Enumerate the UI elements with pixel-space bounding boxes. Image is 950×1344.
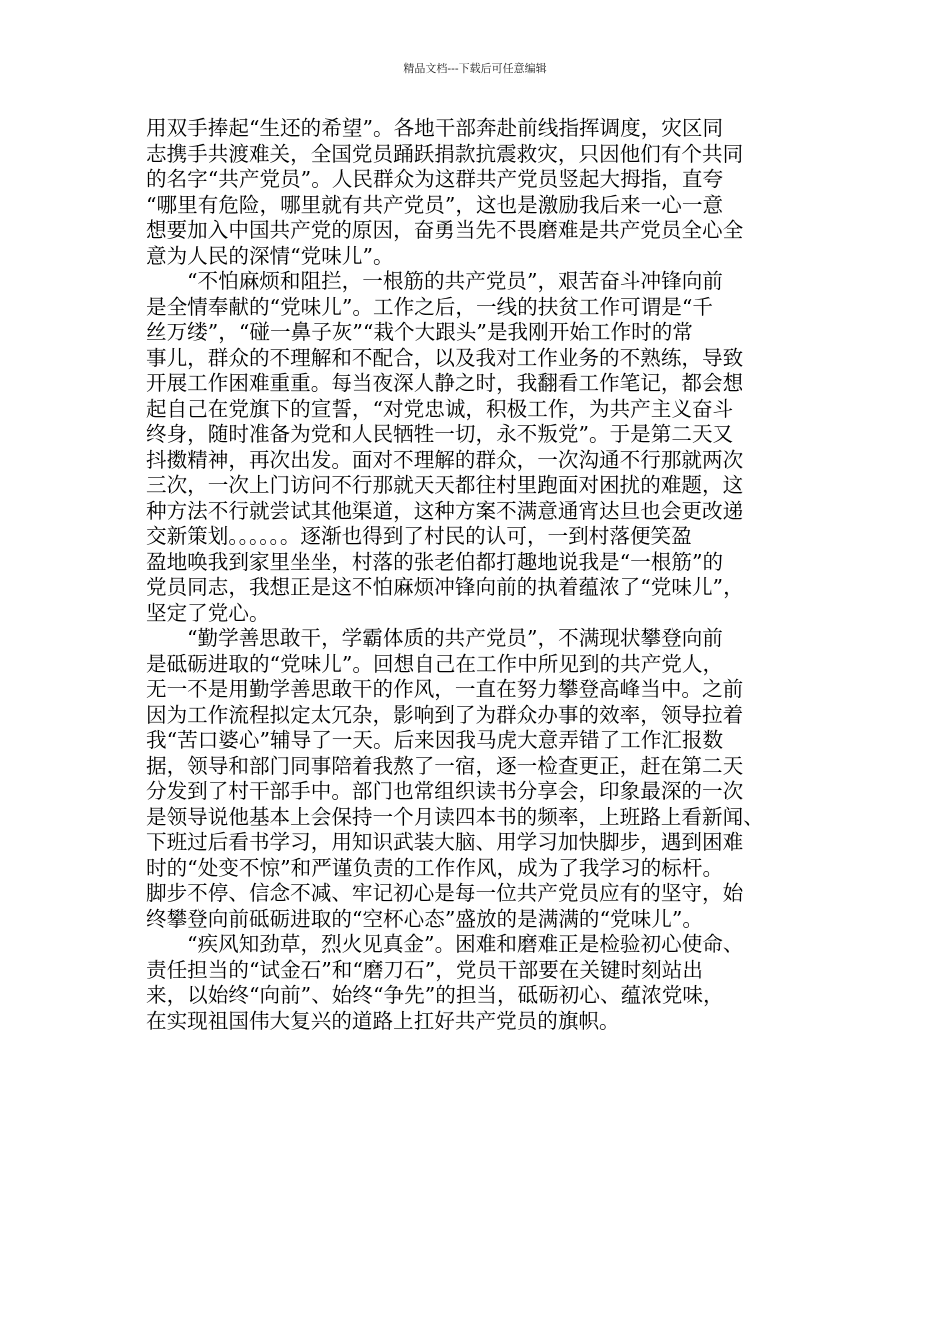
- paragraph-line: 用双手捧起“生还的希望”。各地干部奔赴前线指挥调度，灾区同: [146, 116, 724, 140]
- paragraph-line: 坚定了党心。: [146, 600, 270, 625]
- paragraph-line: “不怕麻烦和阻拦，一根筋的共产党员”，艰苦奋斗冲锋向前: [187, 269, 723, 293]
- paragraph-line: 终攀登向前砥砺进取的“空杯心态”盛放的是满满的“党味儿”。: [146, 906, 703, 931]
- paragraph-line: 在实现祖国伟大复兴的道路上扛好共产党员的旗帜。: [146, 1008, 620, 1033]
- paragraph-line: 盈地唤我到家里坐坐，村落的张老伯都打趣地说我是“一根筋”的: [146, 549, 724, 574]
- paragraph-line: 的名字“共产党员”。人民群众为这群共产党员竖起大拇指，直夸: [146, 167, 724, 191]
- paragraph-2: [146, 269, 806, 626]
- paragraph-line: 下班过后看书学习，用知识武装大脑、用学习加快脚步，遇到困难: [146, 830, 744, 854]
- paragraph-line: 因为工作流程拟定太冗杂，影响到了为群众办事的效率，领导拉着: [146, 702, 744, 727]
- paragraph-line: 我“苦口婆心”辅导了一天。后来因我马虎大意弄错了工作汇报数: [146, 728, 724, 752]
- paragraph-4: [146, 932, 806, 1034]
- paragraph-line: “勤学善思敢干，学霸体质的共产党员”，不满现状攀登向前: [187, 626, 723, 650]
- paragraph-line: 终身，随时准备为党和人民牺牲一切，永不叛党”。于是第二天又: [146, 422, 734, 446]
- paragraph-line: “哪里有危险，哪里就有共产党员”，这也是激励我后来一心一意: [146, 192, 724, 217]
- paragraph-line: 是砥砺进取的“党味儿”。回想自己在工作中所见到的共产党人，: [146, 651, 724, 676]
- paragraph-line: 党员同志，我想正是这不怕麻烦冲锋向前的执着蕴浓了“党味儿”，: [146, 575, 744, 599]
- document-body: [146, 116, 806, 1034]
- paragraph-line: 责任担当的“试金石”和“磨刀石”，党员干部要在关键时刻站出: [146, 957, 703, 982]
- paragraph-line: 想要加入中国共产党的原因，奋勇当先不畏磨难是共产党员全心全: [146, 218, 744, 242]
- paragraph-line: 开展工作困难重重。每当夜深人静之时，我翻看工作笔记，都会想: [146, 371, 744, 395]
- paragraph-line: 三次，一次上门访问不行那就天天都往村里跑面对困扰的难题，这: [146, 473, 744, 497]
- paragraph-line: 抖擞精神，再次出发。面对不理解的群众，一次沟通不行那就两次: [146, 447, 744, 472]
- paragraph-line: “疾风知劲草，烈火见真金”。困难和磨难正是检验初心使命、: [187, 932, 744, 956]
- paragraph-line: 交新策划。。。。。。逐渐也得到了村民的认可，一到村落便笑盈: [146, 524, 692, 548]
- paragraph-line: 丝万缕”，“碰一鼻子灰”“栽个大跟头”是我刚开始工作时的常: [146, 320, 693, 344]
- paragraph-1: [146, 116, 806, 269]
- paragraph-line: 种方法不行就尝试其他渠道，这种方案不满意通宵达旦也会更改递: [146, 498, 744, 523]
- page-header: 精品文档---下载后可任意编辑: [403, 62, 547, 75]
- paragraph-line: 意为人民的深情“党味儿”。: [146, 243, 394, 268]
- paragraph-3: [146, 626, 806, 932]
- paragraph-line: 无一不是用勤学善思敢干的作风，一直在努力攀登高峰当中。之前: [146, 677, 744, 701]
- paragraph-line: 是全情奉献的“党味儿”。工作之后，一线的扶贫工作可谓是“千: [146, 294, 714, 319]
- paragraph-line: 时的“处变不惊”和严谨负责的工作作风，成为了我学习的标杆。: [146, 855, 724, 880]
- paragraph-line: 事儿，群众的不理解和不配合，以及我对工作业务的不熟练，导致: [146, 345, 744, 370]
- paragraph-line: 分发到了村干部手中。部门也常组织读书分享会，印象最深的一次: [146, 779, 744, 803]
- paragraph-line: 据，领导和部门同事陪着我熬了一宿，逐一检查更正，赶在第二天: [146, 753, 744, 778]
- paragraph-line: 志携手共渡难关，全国党员踊跃捐款抗震救灾，只因他们有个共同: [146, 141, 744, 166]
- paragraph-line: 脚步不停、信念不减、牢记初心是每一位共产党员应有的坚守，始: [146, 881, 744, 905]
- paragraph-line: 起自己在党旗下的宣誓，“对党忠诚，积极工作，为共产主义奋斗: [146, 396, 734, 421]
- paragraph-line: 是领导说他基本上会保持一个月读四本书的频率，上班路上看新闻、: [146, 804, 764, 829]
- paragraph-line: 来，以始终“向前”、始终“争先”的担当，砥砺初心、蕴浓党味，: [146, 983, 724, 1007]
